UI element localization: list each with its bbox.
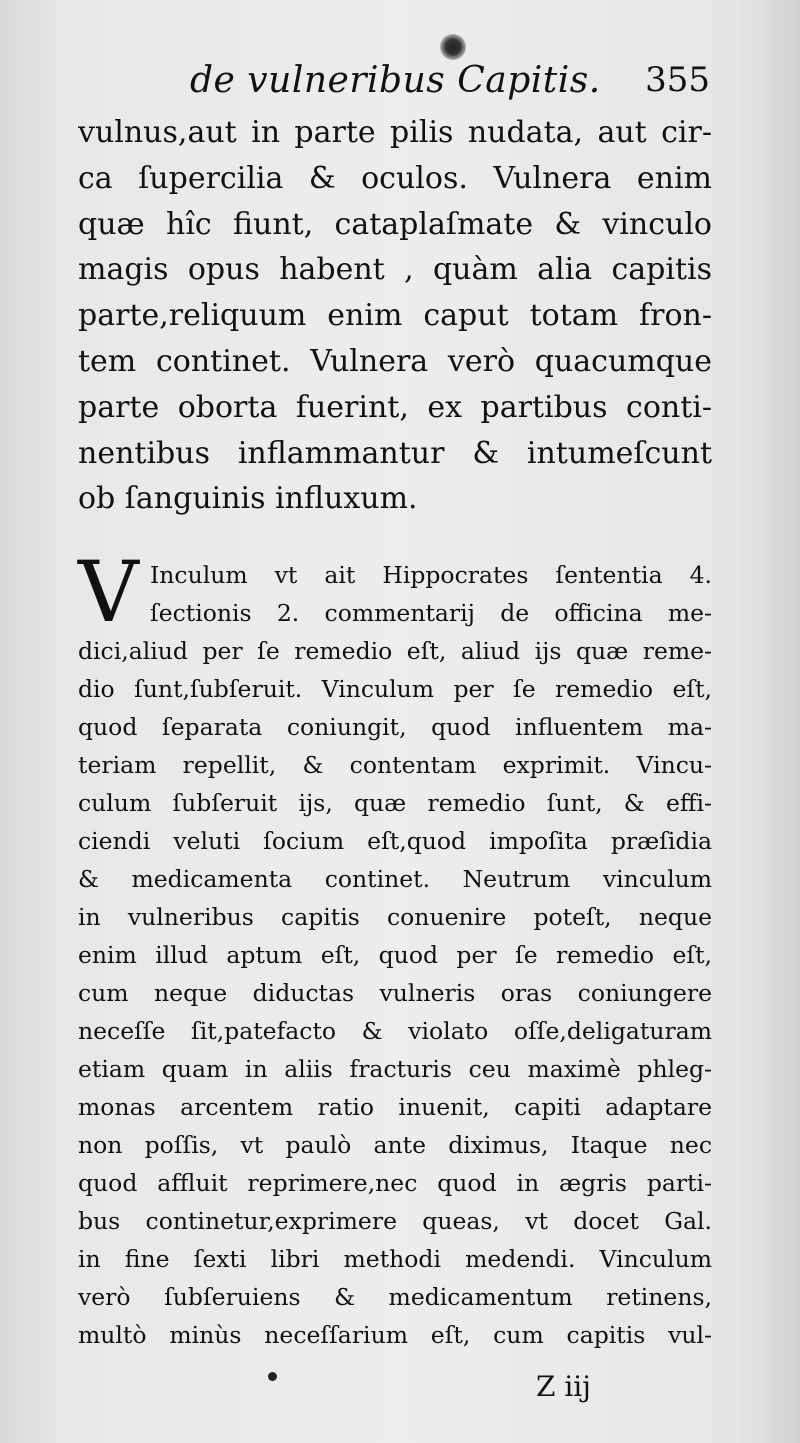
signature-mark: Z iij xyxy=(536,1370,591,1403)
text-line: teriam repellit, & contentam exprimit. Vincu- xyxy=(78,751,712,779)
ink-blot xyxy=(440,34,466,60)
text-line: parte oborta fuerint, ex partibus conti- xyxy=(78,389,712,425)
text-line: & medicamenta continet. Neutrum vinculum xyxy=(78,865,712,893)
text-line: parte,reliquum enim caput totam fron- xyxy=(78,298,712,334)
text-line: nentibus inflammantur & intumeſcunt xyxy=(78,435,712,471)
text-line: cum neque diductas vulneris oras coniungere xyxy=(78,979,712,1007)
text-line: quæ hîc fiunt, cataplaſmate & vinculo xyxy=(78,206,712,242)
text-line: Inculum vt ait Hippocrates ſententia 4. xyxy=(150,561,712,589)
text-line: non poſſis, vt paulò ante diximus, Itaque nec xyxy=(78,1131,712,1159)
text-line: in fine ſexti libri methodi medendi. Vinculum xyxy=(78,1245,712,1273)
text-line: magis opus habent , quàm alia capitis xyxy=(78,252,712,288)
drop-cap: V xyxy=(78,543,139,641)
text-line: quod ſeparata coniungit, quod influentem ma- xyxy=(78,713,712,741)
paragraph-1 xyxy=(78,110,712,522)
printers-dot xyxy=(268,1372,277,1381)
text-line: tem continet. Vulnera verò quacumque xyxy=(78,343,712,379)
text-line: ca ſupercilia & oculos. Vulnera enim xyxy=(78,160,712,196)
running-head xyxy=(190,60,710,110)
paragraph-2 xyxy=(78,556,712,1354)
text-line: verò ſubſeruiens & medicamentum retinens, xyxy=(78,1283,712,1311)
text-line: ciendi veluti ſocium eſt,quod impoſita præſidia xyxy=(78,827,712,855)
text-line: multò minùs neceſſarium eſt, cum capitis vul- xyxy=(78,1321,712,1349)
text-line: quod affluit reprimere,nec quod in ægris parti- xyxy=(78,1169,712,1197)
text-line: in vulneribus capitis conuenire poteſt, neque xyxy=(78,903,712,931)
text-line: etiam quam in aliis fracturis ceu maximè phleg- xyxy=(78,1055,712,1083)
text-line: vulnus,aut in parte pilis nudata, aut cir- xyxy=(78,115,712,150)
running-title: de vulneribus Capitis. xyxy=(190,60,601,101)
text-line: dici,aliud per ſe remedio eſt, aliud ijs quæ reme- xyxy=(78,637,712,665)
text-line: culum ſubſeruit ijs, quæ remedio ſunt, & effi- xyxy=(78,789,712,817)
text-line: dio ſunt,ſubſeruit. Vinculum per ſe remedio eſt, xyxy=(78,675,712,703)
page-number: 355 xyxy=(645,60,710,100)
text-line: ſectionis 2. commentarij de officina me- xyxy=(150,599,712,627)
text-line: ob ſanguinis influxum. xyxy=(78,481,418,517)
text-line: neceſſe ſit,patefacto & violato oſſe,deligaturam xyxy=(78,1017,712,1045)
text-line: monas arcentem ratio inuenit, capiti adaptare xyxy=(78,1093,712,1121)
text-line: bus continetur,exprimere queas, vt docet Gal. xyxy=(78,1207,712,1235)
text-line: enim illud aptum eſt, quod per ſe remedio eſt, xyxy=(78,941,712,969)
